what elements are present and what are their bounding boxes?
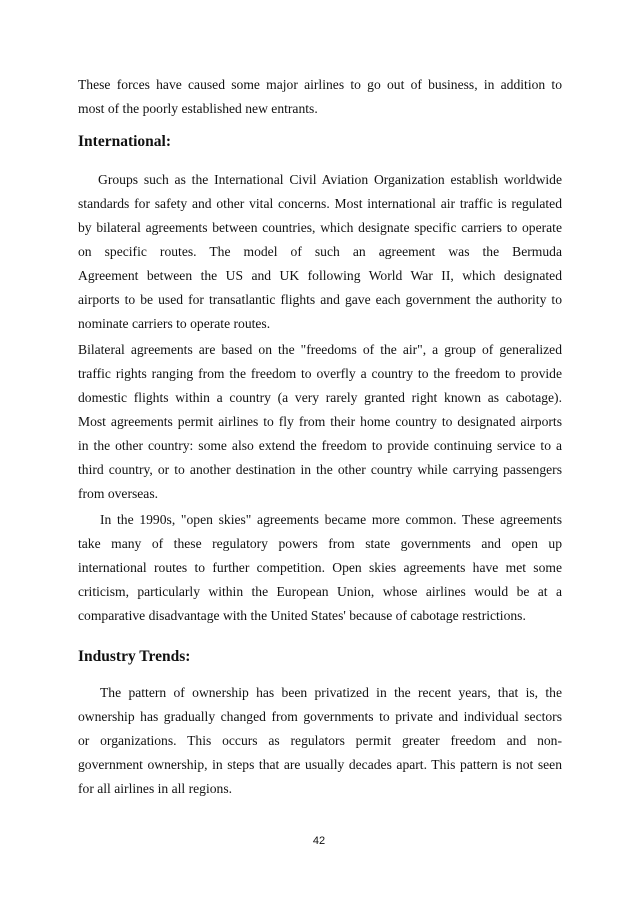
text-line: for all airlines in all regions. [78,781,233,796]
text-line: Agreement between the US and UK following World War II, which designated [78,268,562,283]
text-line: comparative disadvantage with the United States' because of cabotage restrictions. [78,608,526,623]
text-line: traffic rights ranging from the freedom to overfly a country to the freedom to provide [78,366,562,381]
text-line: in the other country: some also extend the freedom to provide continuing service to a [78,438,562,453]
text-line: most of the poorly established new entrants. [78,101,318,116]
text-line: In the 1990s, "open skies" agreements became more common. These agreements [100,512,562,527]
text-line: third country, or to another destination in the other country while carrying passengers [78,462,562,477]
intro-paragraph [78,73,562,121]
text-line: from overseas. [78,486,159,501]
text-line: nominate carriers to operate routes. [78,316,271,331]
text-line: airports to be used for transatlantic flights and gave each government the authority to [78,292,562,307]
text-line: take many of these regulatory powers from state governments and open up [78,536,562,551]
paragraph-ownership [78,681,562,801]
text-line: Groups such as the International Civil Aviation Organization establish worldwide [98,172,562,187]
section-heading-international: International: [78,133,171,150]
page-number: 42 [312,835,326,847]
text-line: Most agreements permit airlines to fly from their home country to designated airports [78,414,562,429]
document-page [78,73,562,801]
text-line: The pattern of ownership has been privatized in the recent years, that is, the [100,685,562,700]
text-line: domestic flights within a country (a very rarely granted right known as cabotage). [78,390,562,405]
text-line: international routes to further competition. Open skies agreements have met some [78,560,562,575]
text-line: on specific routes. The model of such an agreement was the Bermuda [78,244,562,259]
section-heading-industry-trends: Industry Trends: [78,648,191,665]
text-line: criticism, particularly within the European Union, whose airlines would be at a [78,584,562,599]
text-line: standards for safety and other vital concerns. Most international air traffic is regulated [78,196,562,211]
paragraph-bilateral [78,338,562,506]
paragraph-open-skies [78,508,562,628]
text-line: These forces have caused some major airlines to go out of business, in addition to [78,77,562,92]
text-line: by bilateral agreements between countries, which designate specific carriers to operate [78,220,562,235]
paragraph-icao [78,168,562,336]
text-line: ownership has gradually changed from governments to private and individual sectors [78,709,562,724]
text-line: or organizations. This occurs as regulators permit greater freedom and non- [78,733,562,748]
text-line: Bilateral agreements are based on the "freedoms of the air", a group of generalized [78,342,562,357]
text-line: government ownership, in steps that are usually decades apart. This pattern is not seen [78,757,562,772]
